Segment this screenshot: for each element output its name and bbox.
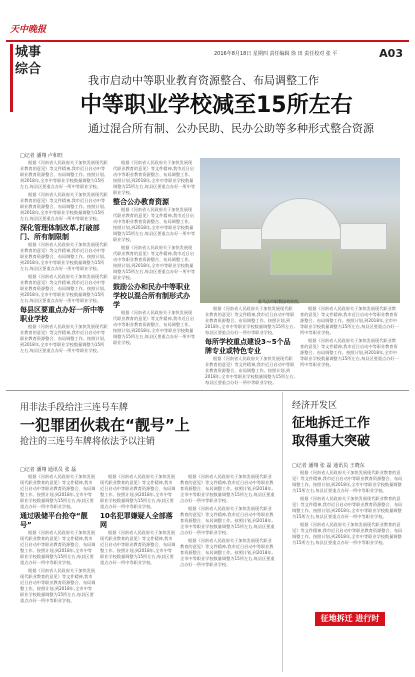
lead-subtitle-5: 每所学校重点建设3~5个品牌专业或特色专业	[205, 338, 291, 355]
body-paragraph: 根据《河南省人民政府关于加快发展现代职业教育的意见》等文件精神,我市近日启动中等职业教育资源整合、布局调整工作。按照计划,到2018年,全市中等职业学校数量调整为15所左右,每县区要重点办好一所中等职业学校。	[113, 207, 196, 242]
page-number: A03	[379, 47, 403, 60]
body-paragraph: 根据《河南省人民政府关于加快发展现代职业教育的意见》等文件精神,我市近日启动中等职业教育资源整合、布局调整工作。按照计划,到2018年,全市中等职业学校数量调整为15所左右,每县区要重点办好一所中等职业学校。	[20, 274, 108, 303]
story2-subtitle-1: 通过吸储平台抢夺“靓号”	[20, 512, 88, 529]
story3-banner: 征地拆迁 进行时	[315, 612, 385, 626]
body-paragraph: 根据《河南省人民政府关于加快发展现代职业教育的意见》等文件精神,我市近日启动中等职业教育资源整合、布局调整工作。按照计划,到2018年,全市中等职业学校数量调整为15所左右,每县区要重点办好一所中等职业学校。	[100, 530, 176, 565]
lead-column-1	[20, 160, 108, 380]
body-paragraph: 根据《河南省人民政府关于加快发展现代职业教育的意见》等文件精神,我市近日启动中等职业教育资源整合、布局调整工作。按照计划,到2018年,全市中等职业学校数量调整为15所左右,每县区要重点办好一所中等职业学校。	[20, 242, 108, 271]
body-paragraph: 根据《河南省人民政府关于加快发展现代职业教育的意见》等文件精神,我市近日启动中等职业教育资源整合、布局调整工作。按照计划,到2018年,全市中等职业学校数量调整为15所左右,每县区要重点办好一所中等职业学校。	[292, 496, 403, 519]
body-paragraph: 根据《河南省人民政府关于加快发展现代职业教育的意见》等文件精神,我市近日启动中等职业教育资源整合、布局调整工作。按照计划,到2018年,全市中等职业学校数量调整为15所左右,每县区要重点办好一所中等职业学校。	[20, 530, 96, 565]
section-divider	[6, 390, 409, 391]
body-paragraph: 根据《河南省人民政府关于加快发展现代职业教育的意见》等文件精神,我市近日启动中等职业教育资源整合、布局调整工作。按照计划,到2018年,全市中等职业学校数量调整为15所左右,每县区要重点办好一所中等职业学校。	[20, 160, 108, 189]
section-label-line2: 综合	[15, 62, 42, 77]
lead-subhead: 通过混合所有制、公办民助、民办公助等多种形式整合资源	[88, 122, 374, 135]
lead-subtitle-1: 深化管理体制改革,打破部门、所有制限制	[20, 224, 100, 241]
story3-kicker: 经济开发区	[292, 401, 338, 411]
photo-building	[340, 223, 387, 250]
photo-building	[260, 198, 342, 240]
story3-headline-2: 取得重大突破	[292, 434, 371, 449]
body-paragraph: 根据《河南省人民政府关于加快发展现代职业教育的意见》等文件精神,我市近日启动中等职业教育资源整合、布局调整工作。按照计划,到2018年,全市中等职业学校数量调整为15所左右,每县区要重点办好一所中等职业学校。	[20, 474, 96, 509]
body-paragraph: 根据《河南省人民政府关于加快发展现代职业教育的意见》等文件精神,我市近日启动中等职业教育资源整合、布局调整工作。按照计划,到2018年,全市中等职业学校数量调整为15所左右,每县区要重点办好一所中等职业学校。	[113, 310, 196, 345]
body-paragraph: 根据《河南省人民政府关于加快发展现代职业教育的意见》等文件精神,我市近日启动中等职业教育资源整合、布局调整工作。按照计划,到2018年,全市中等职业学校数量调整为15所左右,每县区要重点办好一所中等职业学校。	[300, 306, 399, 335]
story2-column-1	[20, 474, 96, 669]
story2-subtitle-2: 10名犯罪嫌疑人全部落网	[100, 512, 173, 529]
body-paragraph: 根据《河南省人民政府关于加快发展现代职业教育的意见》等文件精神,我市近日启动中等职业教育资源整合、布局调整工作。按照计划,到2018年,全市中等职业学校数量调整为15所左右,每县区要重点办好一所中等职业学校。	[205, 306, 295, 335]
lead-subtitle-3: 整合公办教育资源	[113, 198, 169, 206]
story2-headline: 一犯罪团伙栽在“靓号”上	[20, 416, 190, 434]
lead-kicker: 我市启动中等职业教育资源整合、布局调整工作	[88, 74, 319, 87]
photo-caption: 驻马店市职教园效果图。	[258, 299, 302, 304]
body-paragraph: 根据《河南省人民政府关于加快发展现代职业教育的意见》等文件精神,我市近日启动中等职业教育资源整合、布局调整工作。按照计划,到2018年,全市中等职业学校数量调整为15所左右,每县区要重点办好一所中等职业学校。	[292, 470, 403, 493]
top-rule	[6, 40, 409, 42]
lead-headline: 中等职业学校减至15所左右	[80, 93, 353, 118]
section-label-line1: 城事	[15, 45, 42, 60]
body-paragraph: 根据《河南省人民政府关于加快发展现代职业教育的意见》等文件精神,我市近日启动中等职业教育资源整合、布局调整工作。按照计划,到2018年,全市中等职业学校数量调整为15所左右,每县区要重点办好一所中等职业学校。	[20, 192, 108, 221]
body-paragraph: 根据《河南省人民政府关于加快发展现代职业教育的意见》等文件精神,我市近日启动中等职业教育资源整合、布局调整工作。按照计划,到2018年,全市中等职业学校数量调整为15所左右,每县区要重点办好一所中等职业学校。	[292, 522, 403, 545]
body-paragraph: 根据《河南省人民政府关于加快发展现代职业教育的意见》等文件精神,我市近日启动中等职业教育资源整合、布局调整工作。按照计划,到2018年,全市中等职业学校数量调整为15所左右,每县区要重点办好一所中等职业学校。	[180, 506, 275, 535]
body-paragraph: 根据《河南省人民政府关于加快发展现代职业教育的意见》等文件精神,我市近日启动中等职业教育资源整合、布局调整工作。按照计划,到2018年,全市中等职业学校数量调整为15所左右,每县区要重点办好一所中等职业学校。	[100, 474, 176, 509]
story2-subhead: 抢注的三连号车牌将依法予以注销	[20, 437, 156, 447]
body-paragraph: 根据《河南省人民政府关于加快发展现代职业教育的意见》等文件精神,我市近日启动中等职业教育资源整合、布局调整工作。按照计划,到2018年,全市中等职业学校数量调整为15所左右,每县区要重点办好一所中等职业学校。	[300, 338, 399, 367]
column-rule	[282, 392, 283, 672]
campus-rendering-photo	[200, 158, 400, 303]
lead-column-3	[205, 306, 295, 386]
photo-field	[270, 248, 332, 275]
body-paragraph: 根据《河南省人民政府关于加快发展现代职业教育的意见》等文件精神,我市近日启动中等职业教育资源整合、布局调整工作。按照计划,到2018年,全市中等职业学校数量调整为15所左右,每县区要重点办好一所中等职业学校。	[205, 356, 295, 385]
body-paragraph: 根据《河南省人民政府关于加快发展现代职业教育的意见》等文件精神,我市近日启动中等职业教育资源整合、布局调整工作。按照计划,到2018年,全市中等职业学校数量调整为15所左右,每县区要重点办好一所中等职业学校。	[113, 160, 196, 195]
story2-column-2	[100, 474, 176, 669]
lead-byline: □记者 潘翔 卢和旺	[20, 153, 63, 159]
date-line: 2016年8月18日 星期四 责任编辑 徐 田 责任校对 张 平	[214, 51, 338, 57]
body-paragraph: 根据《河南省人民政府关于加快发展现代职业教育的意见》等文件精神,我市近日启动中等职业教育资源整合、布局调整工作。按照计划,到2018年,全市中等职业学校数量调整为15所左右,每县区要重点办好一所中等职业学校。	[180, 474, 275, 503]
body-paragraph: 根据《河南省人民政府关于加快发展现代职业教育的意见》等文件精神,我市近日启动中等职业教育资源整合、布局调整工作。按照计划,到2018年,全市中等职业学校数量调整为15所左右,每县区要重点办好一所中等职业学校。	[20, 568, 96, 603]
body-paragraph: 根据《河南省人民政府关于加快发展现代职业教育的意见》等文件精神,我市近日启动中等职业教育资源整合、布局调整工作。按照计划,到2018年,全市中等职业学校数量调整为15所左右,每县区要重点办好一所中等职业学校。	[20, 324, 108, 353]
photo-building	[220, 228, 262, 250]
story3-byline: □记者 潘翔 张 磊 通讯员 王晓东	[292, 463, 365, 469]
lead-column-4	[300, 306, 400, 386]
lead-column-2	[113, 160, 196, 380]
story3-headline-1: 征地拆迁工作	[292, 416, 371, 431]
body-paragraph: 根据《河南省人民政府关于加快发展现代职业教育的意见》等文件精神,我市近日启动中等职业教育资源整合、布局调整工作。按照计划,到2018年,全市中等职业学校数量调整为15所左右,每县区要重点办好一所中等职业学校。	[180, 538, 275, 567]
story3-column	[292, 470, 404, 608]
story2-kicker: 用非法手段给注三连号车牌	[20, 403, 129, 413]
lead-subtitle-4: 鼓励公办和民办中等职业学校以混合所有制形式办学	[113, 283, 190, 309]
section-label	[10, 44, 51, 112]
body-paragraph: 根据《河南省人民政府关于加快发展现代职业教育的意见》等文件精神,我市近日启动中等职业教育资源整合、布局调整工作。按照计划,到2018年,全市中等职业学校数量调整为15所左右,每县区要重点办好一所中等职业学校。	[113, 245, 196, 280]
story2-byline: □记者 潘翔 通讯员 张 磊	[20, 467, 77, 473]
lead-subtitle-2: 每县区要重点办好一所中等职业学校	[20, 306, 104, 323]
masthead-logo: 天中晚报	[10, 25, 47, 35]
story2-column-3	[180, 474, 275, 669]
